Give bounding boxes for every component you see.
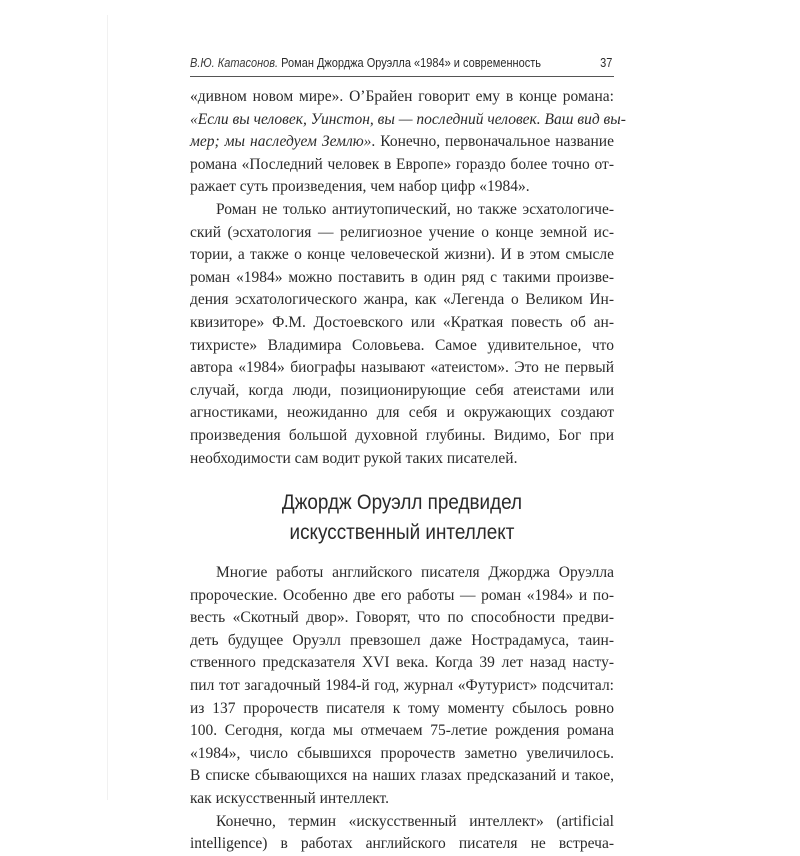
page-body <box>190 86 626 856</box>
text-line: агностиками, неожиданно для себя и окружающих создают <box>190 404 614 422</box>
text-line: пророческие. Особенно две его работы — роман «1984» и по- <box>190 586 614 604</box>
text-span: . Конечно, первоначальное название <box>371 133 614 151</box>
text-line: Многие работы английского писателя Джорджа Оруэлла <box>216 564 614 582</box>
text-line: необходимости сам водит рукой таких писателей. <box>190 449 518 467</box>
text-line: «1984», число сбывшихся пророчеств заметно увеличилось. <box>190 744 614 762</box>
running-head <box>190 56 612 70</box>
text-line: «дивном новом мире». О’Брайен говорит ему в конце романа: <box>190 88 614 105</box>
text-line: тории, а также о конце человеческой жизни). И в этом смысле <box>190 246 614 264</box>
quote-italic: мер; мы наследуем Землю» <box>190 133 372 151</box>
text-line: из 137 пророчеств писателя к тому моменту сбылось ровно <box>190 699 614 717</box>
running-head-author: В.Ю. Катасонов. <box>190 56 279 70</box>
paragraph-2 <box>190 199 614 470</box>
section-heading <box>211 488 593 548</box>
text-line: автора «1984» биографы называют «атеистом». Это не первый <box>190 359 614 377</box>
text-line: intelligence) в работах английского писателя не встреча- <box>190 835 614 853</box>
text-line <box>190 131 614 154</box>
text-line: произведения большой духовной глубины. Видимо, Бог при <box>190 426 614 444</box>
text-line: роман «1984» можно поставить в один ряд с такими произве- <box>190 268 614 286</box>
text-line: весть «Скотный двор». Говорят, что по способности предви- <box>190 609 614 627</box>
text-line: Роман не только антиутопический, но также эсхатологиче- <box>216 200 614 218</box>
text-line: ственного предсказателя XVI века. Когда 39 лет назад насту- <box>190 654 614 672</box>
text-line: 100. Сегодня, когда мы отмечаем 75-летие рождения романа <box>190 722 614 740</box>
text-line: Конечно, термин «искусственный интеллект» (artificial <box>216 812 614 830</box>
text-line: дения эсхатологического жанра, как «Легенда о Великом Ин- <box>190 291 614 309</box>
text-line: деть будущее Оруэлл превзошел даже Нострадамуса, таин- <box>190 631 614 649</box>
text-line: пил тот загадочный 1984-й год, журнал «Футурист» подсчитал: <box>190 677 614 695</box>
quote-italic: «Если вы человек, Уинстон, вы — последний человек. Ваш вид вы- <box>190 110 626 128</box>
running-head-text <box>190 56 541 70</box>
paragraph-1 <box>190 86 626 199</box>
section-heading-line: Джордж Оруэлл предвидел <box>281 491 523 515</box>
text-line: тихристе» Владимира Соловьева. Самое удивительное, что <box>190 336 614 354</box>
text-line: романа «Последний человек в Европе» гораздо более точно от- <box>190 155 614 173</box>
text-line: случай, когда люди, позиционирующие себя атеистами или <box>190 381 614 399</box>
text-line: В списке сбывающихся на наших глазах предсказаний и такое, <box>190 767 614 785</box>
paragraph-4 <box>190 811 614 856</box>
running-head-rule <box>190 76 614 77</box>
text-line: как искусственный интеллект. <box>190 790 390 808</box>
paragraph-3 <box>190 562 614 811</box>
text-line <box>190 109 626 132</box>
text-line: ский (эсхатология — религиозное учение о конце земной ис- <box>190 223 614 241</box>
page-number: 37 <box>600 56 613 70</box>
section-heading-line: искусственный интеллект <box>289 521 515 545</box>
text-line: ражает суть произведения, чем набор цифр «1984». <box>190 178 530 196</box>
text-line: квизиторе» Ф.М. Достоевского или «Краткая повесть об ан- <box>190 313 614 331</box>
running-head-title: Роман Джорджа Оруэлла «1984» и современность <box>281 56 542 70</box>
